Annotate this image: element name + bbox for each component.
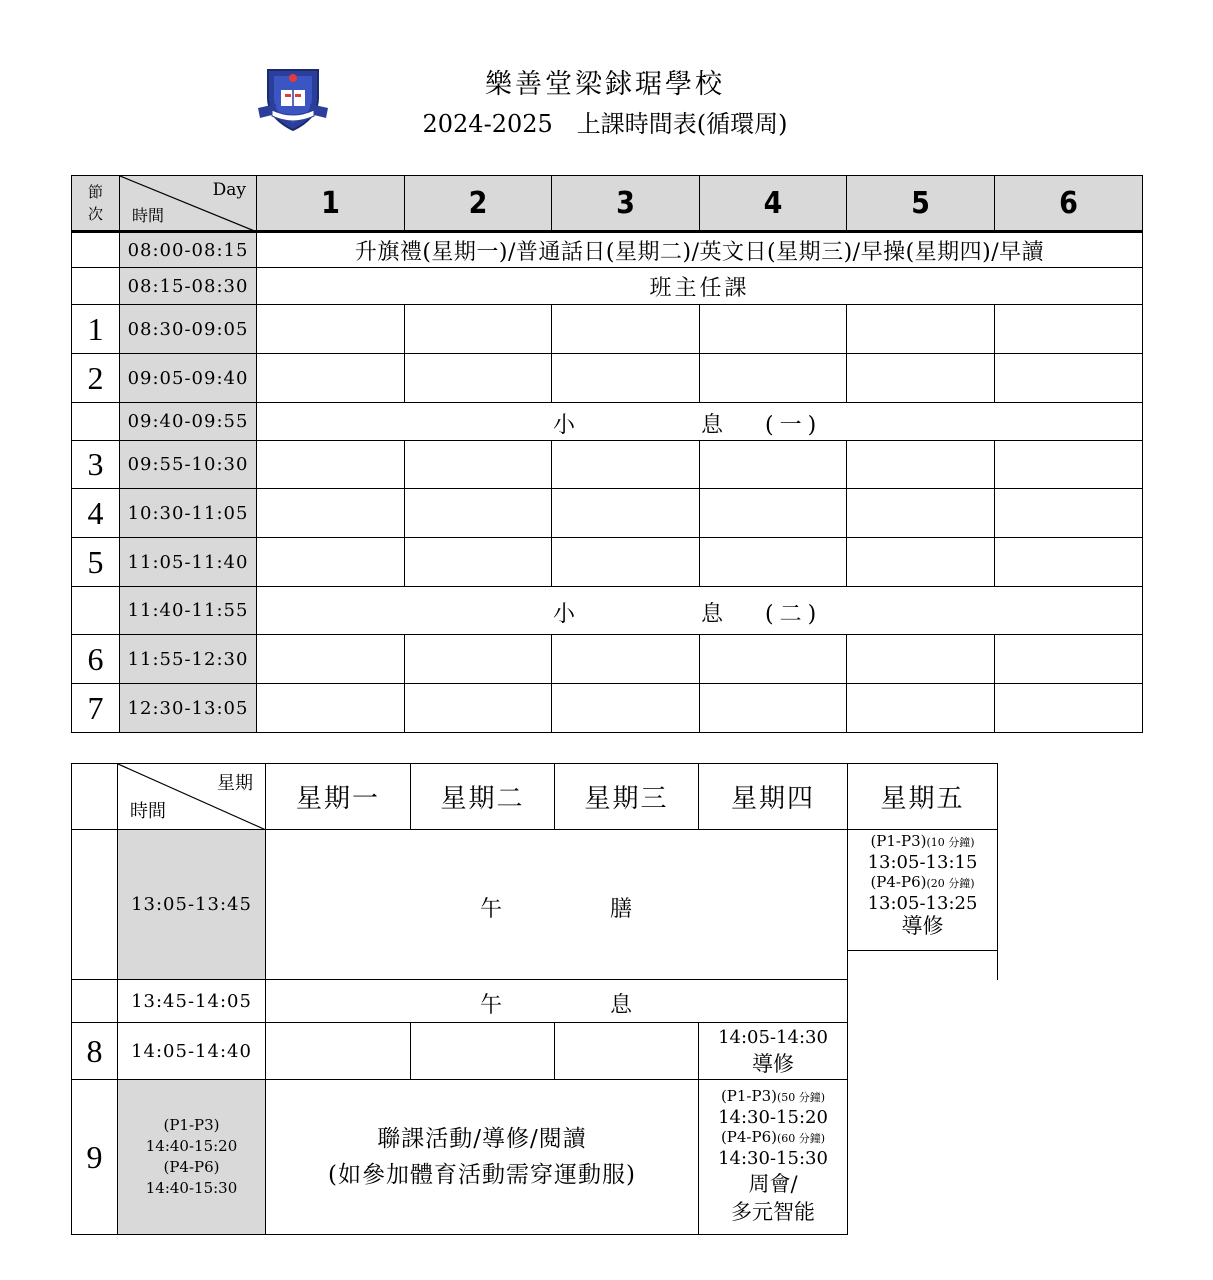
lesson-cell[interactable] [995,441,1143,489]
lesson-cell[interactable] [847,489,995,538]
lesson-cell[interactable] [257,305,405,354]
weekday-header-fri: 星期五 [848,764,998,830]
time-slot: 13:05-13:45 [118,830,266,980]
weekday-header-tue: 星期二 [411,764,555,830]
day-header: 1 [257,176,405,232]
period-number: 7 [72,684,120,733]
period-number [72,830,118,980]
period-number [72,980,118,1023]
lesson-cell[interactable] [405,489,552,538]
lesson-cell[interactable] [847,684,995,733]
table-row [72,684,1143,733]
day-time-corner: Day 時間 [120,176,257,232]
lesson-cell[interactable] [257,684,405,733]
rest-cell: 午 息 [266,980,848,1023]
day-header: 5 [847,176,995,232]
lesson-cell[interactable] [405,635,552,684]
lesson-cell[interactable] [257,538,405,587]
lesson-cell[interactable] [405,354,552,403]
school-logo [256,64,330,134]
lesson-cell[interactable] [847,538,995,587]
page-header [0,0,1213,170]
assembly-activities: 升旗禮(星期一)/普通話日(星期二)/英文日(星期三)/早操(星期四)/早讀 [257,232,1143,268]
time-slot: 08:00-08:15 [120,232,257,268]
lesson-cell[interactable] [700,684,847,733]
table-row [72,635,1143,684]
period-number: 8 [72,1023,118,1080]
weekday-header-mon: 星期一 [266,764,411,830]
table-row [72,538,1143,587]
time-slot: (P1-P3) 14:40-15:20 (P4-P6) 14:40-15:30 [118,1080,266,1235]
lesson-cell[interactable] [700,354,847,403]
friday-tutorial-cell: (P1-P3)(10 分鐘) 13:05-13:15 (P4-P6)(20 分鐘) 13:05-13:25 導修 [848,830,998,980]
table-row [72,830,998,980]
weekday-header-thu: 星期四 [699,764,848,830]
recess-two: 小 息 (二) [257,587,1143,635]
table-row [72,441,1143,489]
lesson-cell[interactable] [257,354,405,403]
lesson-cell[interactable] [405,684,552,733]
period-number [72,587,120,635]
lesson-cell[interactable] [552,684,700,733]
day-header: 3 [552,176,700,232]
day-header: 4 [700,176,847,232]
lesson-cell[interactable] [552,441,700,489]
period-number: 4 [72,489,120,538]
lesson-cell[interactable] [700,305,847,354]
time-slot: 11:40-11:55 [120,587,257,635]
table-row [72,354,1143,403]
period-number: 1 [72,305,120,354]
lesson-cell[interactable] [555,1023,699,1080]
time-slot: 13:45-14:05 [118,980,266,1023]
lesson-cell[interactable] [257,489,405,538]
lesson-cell[interactable] [405,538,552,587]
lesson-cell[interactable] [995,684,1143,733]
table-row [72,1080,998,1235]
period-number: 6 [72,635,120,684]
period-number: 5 [72,538,120,587]
time-slot: 11:55-12:30 [120,635,257,684]
timetable-title: 2024-2025 上課時間表(循環周) [422,110,788,138]
day-header: 2 [405,176,552,232]
blank-corner [72,764,118,830]
lesson-cell[interactable] [847,305,995,354]
lesson-cell[interactable] [847,441,995,489]
recess-one: 小 息 (一) [257,403,1143,441]
lesson-cell[interactable] [411,1023,555,1080]
time-slot: 10:30-11:05 [120,489,257,538]
period-number: 3 [72,441,120,489]
time-slot: 09:40-09:55 [120,403,257,441]
table-row [72,489,1143,538]
lesson-cell[interactable] [995,538,1143,587]
lesson-cell[interactable] [552,489,700,538]
day-header: 6 [995,176,1143,232]
lesson-cell[interactable] [700,489,847,538]
lesson-cell[interactable] [257,635,405,684]
school-name: 樂善堂梁銶琚學校 [485,69,725,100]
lesson-cell[interactable] [995,489,1143,538]
extracurricular-cell: 聯課活動/導修/閱讀 (如參加體育活動需穿運動服) [266,1080,699,1235]
class-teacher-period: 班主任課 [257,268,1143,305]
table-row [72,1023,998,1080]
lesson-cell[interactable] [847,354,995,403]
lesson-cell[interactable] [266,1023,411,1080]
thursday-assembly-cell: (P1-P3)(50 分鐘) 14:30-15:20 (P4-P6)(60 分鐘) 14:30-15:30 周會/ 多元智能 [699,1080,848,1235]
thursday-tutorial-cell: 14:05-14:30 導修 [699,1023,848,1080]
lunch-cell: 午 膳 [266,830,848,980]
period-header: 節 次 [72,176,120,232]
time-slot: 09:55-10:30 [120,441,257,489]
lesson-cell[interactable] [257,441,405,489]
table-row [72,980,998,1023]
lesson-cell[interactable] [995,354,1143,403]
time-slot: 11:05-11:40 [120,538,257,587]
time-slot: 08:30-09:05 [120,305,257,354]
period-number [72,268,120,305]
lesson-cell[interactable] [552,538,700,587]
table-row [72,403,1143,441]
time-slot: 12:30-13:05 [120,684,257,733]
lesson-cell[interactable] [405,305,552,354]
afternoon-timetable [71,763,998,1235]
period-number: 2 [72,354,120,403]
weekday-header-wed: 星期三 [555,764,699,830]
lesson-cell[interactable] [552,635,700,684]
lesson-cell[interactable] [700,441,847,489]
lesson-cell[interactable] [405,441,552,489]
time-slot: 08:15-08:30 [120,268,257,305]
time-slot: 09:05-09:40 [120,354,257,403]
table-row [72,305,1143,354]
lesson-cell[interactable] [552,354,700,403]
cycle-timetable [71,175,1143,733]
period-number: 9 [72,1080,118,1235]
period-number [72,403,120,441]
time-slot: 14:05-14:40 [118,1023,266,1080]
weekday-time-corner: 星期 時間 [118,764,266,830]
lesson-cell[interactable] [552,305,700,354]
period-number [72,232,120,268]
table-row [72,587,1143,635]
lesson-cell[interactable] [995,635,1143,684]
table-row [72,232,1143,268]
table-row [72,268,1143,305]
lesson-cell[interactable] [847,635,995,684]
lesson-cell[interactable] [700,538,847,587]
lesson-cell[interactable] [700,635,847,684]
lesson-cell[interactable] [995,305,1143,354]
